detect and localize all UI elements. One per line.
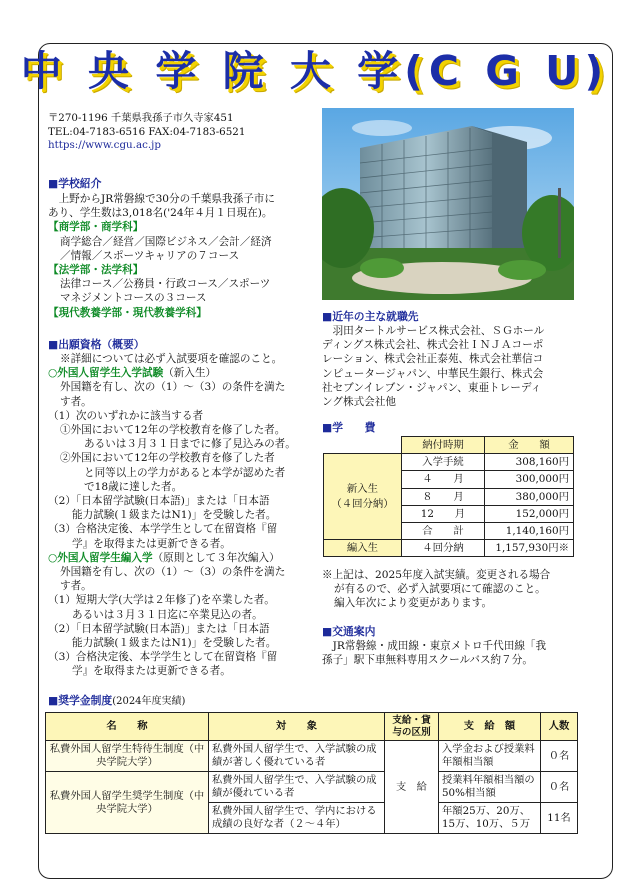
- scholarship-count: 11名: [541, 803, 578, 834]
- scholarship-amount: 年額25万、20万、15万、10万、５万: [439, 803, 541, 834]
- table-header-row: [46, 713, 578, 741]
- qualification-note: ※詳細については必ず入試要項を確認のこと。: [60, 353, 283, 365]
- qualification-line: 外国籍を有し、次の（1）～（3）の条件を満た: [60, 566, 286, 579]
- fees-amount-cell: 300,000円: [485, 471, 574, 488]
- qualification-heading: ■出願資格（概要）: [48, 338, 145, 351]
- fees-new-student-label: 新入生 （４回分納）: [324, 454, 402, 540]
- address-block: [48, 112, 283, 153]
- qualification-item: ①外国において12年の学校教育を修了した者。: [60, 424, 286, 437]
- fees-note-line: 編入年次により変更があります。: [334, 597, 493, 610]
- qualification-item: ②外国において12年の学校教育を修了した者: [60, 452, 275, 465]
- dept-heading-liberal-arts: 【現代教養学部・現代教養学科】: [48, 306, 207, 319]
- qualification-item: （1）次のいずれかに該当する者: [48, 409, 204, 422]
- qualification-item: で18歳に達した者。: [84, 480, 183, 493]
- qualification-item: （2）「日本留学試験(日本語)」または「日本語: [48, 495, 270, 508]
- fees-amount-cell: 1,157,930円※: [485, 540, 574, 557]
- table-row: [46, 741, 578, 772]
- jobs-heading: ■近年の主な就職先: [322, 310, 419, 323]
- dept-courses-line: 商学総合／経営／国際ビジネス／会計／経済: [60, 235, 272, 248]
- qualification-item: （3）合格決定後、本学学生として在留資格『留: [48, 523, 278, 536]
- qualification-line: 外国籍を有し、次の（1）～（3）の条件を満た: [60, 381, 286, 394]
- fees-table: [323, 436, 574, 557]
- fees-amount-cell: 308,160円: [485, 454, 574, 471]
- dept-heading-commerce: 【商学部・商学科】: [48, 221, 144, 234]
- intro-text-line: あり、学生数は3,018名('24年４月１日現在)。: [48, 207, 273, 220]
- qualification-item: 能力試験(１級またはN1)」を受験した者。: [72, 509, 277, 522]
- scholarship-type: 支 給: [385, 741, 439, 834]
- jobs-line: ディングス株式会社、株式会社ＩＮＪＡコーポ: [322, 339, 544, 352]
- col-target: 対 象: [209, 713, 385, 741]
- exam-type-tag: （新入生）: [163, 367, 217, 380]
- fees-time-cell: 合 計: [402, 522, 485, 539]
- intro-heading: ■学校紹介: [48, 177, 102, 190]
- dept-courses-line: マネジメントコースの３コース: [60, 292, 207, 305]
- qualification-item: あるいは３月３１日までに修了見込みの者。: [84, 438, 296, 451]
- transport-heading: ■交通案内: [322, 625, 376, 638]
- page-title: 中 央 学 院 大 学(C G U): [20, 47, 610, 95]
- fees-time-cell: ４ 月: [402, 471, 485, 488]
- col-count: 人数: [541, 713, 578, 741]
- scholarship-target: 私費外国人留学生で、学内における成績の良好な者（２～４年）: [209, 803, 385, 834]
- dept-courses-line: 法律コース／公務員・行政コース／スポーツ: [60, 278, 271, 291]
- qualification-line: す者。: [60, 580, 92, 593]
- col-name: 名 称: [46, 713, 209, 741]
- dept-courses-line: ／情報／スポーツキャリアの７コース: [60, 249, 240, 262]
- qualification-item: （1）短期大学(大学は２年修了)を卒業した者。: [48, 594, 275, 607]
- dept-heading-law: 【法学部・法学科】: [48, 264, 144, 277]
- scholarship-amount: 授業料年額相当額の50%相当額: [439, 772, 541, 803]
- scholarship-count: ０名: [541, 741, 578, 772]
- exam-type-tag: （原則として３年次編入）: [152, 551, 280, 564]
- table-row: [46, 772, 578, 803]
- qualification-item: （3）合格決定後、本学学生として在留資格『留: [48, 651, 278, 664]
- scholarship-heading: ■奨学金制度(2024年度実績): [48, 694, 186, 707]
- campus-photo: [322, 108, 574, 300]
- fees-col-time: 納付時期: [402, 437, 485, 454]
- jobs-line: ンピュータージャパン、中華民生銀行、株式会: [322, 367, 544, 380]
- fees-col-amount: 金 額: [485, 437, 574, 454]
- tel-fax: TEL:04-7183-6516 FAX:04-7183-6521: [48, 125, 246, 138]
- fees-time-cell: ４回分納: [402, 540, 485, 557]
- qualification-item: と同等以上の学力があると本学が認めた者: [84, 466, 286, 479]
- fees-time-cell: 12 月: [402, 505, 485, 522]
- jobs-line: ング株式会社他: [322, 396, 396, 409]
- transport-block: [322, 639, 584, 667]
- exam-type-heading: ○外国人留学生編入学: [48, 551, 153, 564]
- qualification-block: [48, 352, 320, 679]
- exam-type-heading: ○外国人留学生入学試験: [48, 367, 164, 380]
- postal-address: 〒270-1196 千葉県我孫子市久寺家451: [48, 112, 234, 124]
- qualification-item: あるいは３月３１日迄に卒業見込の者。: [72, 608, 263, 621]
- fees-amount-cell: 380,000円: [485, 488, 574, 505]
- scholarship-count: ０名: [541, 772, 578, 803]
- jobs-line: 社セブンイレブン・ジャパン、東亜トレーディ: [322, 381, 542, 394]
- website-link[interactable]: https://www.cgu.ac.jp: [48, 139, 161, 151]
- qualification-item: 能力試験(１級またはN1)」を受験した者。: [72, 637, 277, 650]
- intro-block: [48, 192, 318, 320]
- fees-note-line: が有るので、必ず入試要項にて確認のこと。: [334, 583, 546, 596]
- intro-text-line: 上野からJR常磐線で30分の千葉県我孫子市に: [48, 193, 275, 205]
- scholarship-amount: 入学金および授業料年額相当額: [439, 741, 541, 772]
- col-type: 支給・貸与の区別: [385, 713, 439, 741]
- scholarship-name: 私費外国人留学生奨学生制度（中央学院大学）: [46, 772, 209, 834]
- scholarship-target: 私費外国人留学生で、入学試験の成績が著しく優れている者: [209, 741, 385, 772]
- table-row: [324, 540, 574, 557]
- qualification-item: 学』を取得または更新できる者。: [72, 665, 231, 678]
- fees-amount-cell: 152,000円: [485, 505, 574, 522]
- jobs-line: レーション、株式会社正泰苑、株式会社華信コ: [322, 353, 544, 366]
- jobs-line: 羽田タートルサービス株式会社、ＳＧホール: [322, 325, 545, 337]
- fees-heading: ■学 費: [322, 421, 376, 434]
- col-amount: 支 給 額: [439, 713, 541, 741]
- qualification-item: （2）「日本留学試験(日本語)」または「日本語: [48, 622, 270, 635]
- scholarship-name: 私費外国人留学生特待生制度（中央学院大学）: [46, 741, 209, 772]
- campus-building-illustration: [322, 108, 574, 300]
- fees-amount-cell: 1,140,160円: [485, 522, 574, 539]
- fees-notes: [322, 568, 584, 611]
- scholarship-table: [45, 712, 578, 834]
- scholarship-target: 私費外国人留学生で、入学試験の成績が優れている者: [209, 772, 385, 803]
- jobs-block: [322, 324, 584, 409]
- transport-line: JR常磐線・成田線・東京メトロ千代田線「我: [322, 640, 547, 652]
- table-row: [324, 454, 574, 471]
- qualification-line: す者。: [60, 395, 92, 408]
- transport-line: 孫子」駅下車無料専用スクールバス約７分。: [322, 654, 533, 667]
- fees-time-cell: 入学手続: [402, 454, 485, 471]
- fees-time-cell: ８ 月: [402, 488, 485, 505]
- fees-note-line: ※上記は、2025年度入試実績。変更される場合: [322, 569, 551, 581]
- fees-transfer-label: 編入生: [324, 540, 402, 557]
- qualification-item: 学』を取得または更新できる者。: [72, 537, 231, 550]
